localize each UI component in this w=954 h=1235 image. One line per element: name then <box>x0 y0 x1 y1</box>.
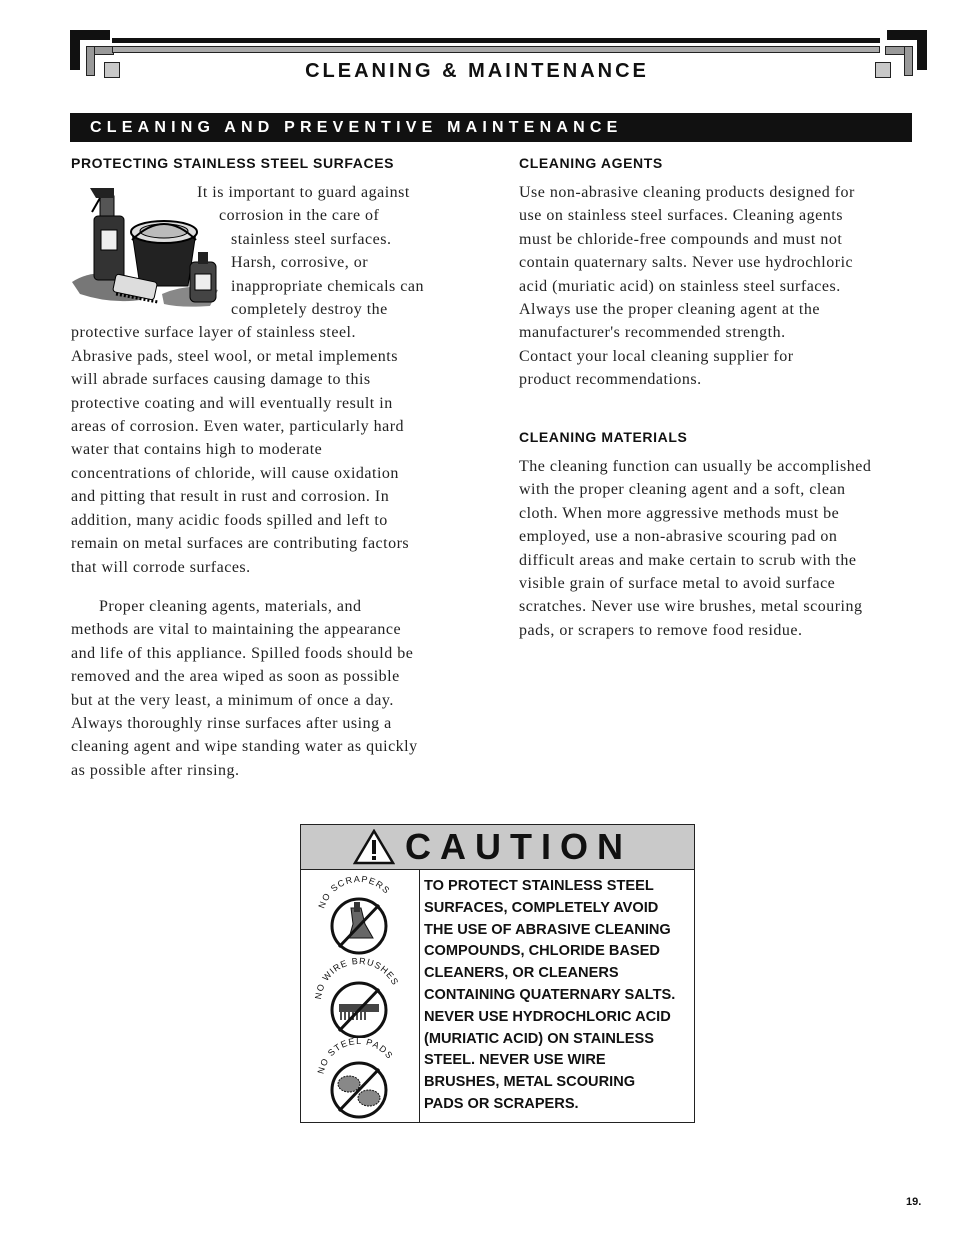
text-line: cloth. When more aggressive methods must be <box>519 504 840 522</box>
no-scrapers-icon <box>313 874 405 956</box>
protecting-body <box>71 181 466 579</box>
caution-line: BRUSHES, METAL SCOURING <box>424 1074 636 1091</box>
text-line: will abrade surfaces causing damage to this <box>71 371 371 389</box>
no-steel-pads-label: NO STEEL PADS <box>315 1036 396 1075</box>
cleaning-agents-body <box>519 181 919 392</box>
text-line: Abrasive pads, steel wool, or metal implements <box>71 347 398 365</box>
text-line: completely destroy the <box>231 301 388 319</box>
caution-line: CONTAINING QUATERNARY SALTS. <box>424 986 676 1003</box>
text-line: must be chloride-free compounds and must not <box>519 230 843 248</box>
caution-text <box>424 876 694 1116</box>
cleaning-materials-heading: CLEANING MATERIALS <box>519 429 688 445</box>
text-line: product recommendations. <box>519 371 702 389</box>
caution-line: (MURIATIC ACID) ON STAINLESS <box>424 1030 654 1047</box>
page-title: CLEANING & MAINTENANCE <box>305 60 649 82</box>
caution-icons <box>301 870 420 1122</box>
page-number: 19. <box>906 1196 922 1208</box>
text-line: protective surface layer of stainless steel. <box>71 324 356 342</box>
text-line: and pitting that result in rust and corrosion. In <box>71 488 390 506</box>
text-line: water that contains high to moderate <box>71 441 323 459</box>
text-line: concentrations of chloride, will cause oxidation <box>71 464 399 482</box>
text-line: and life of this appliance. Spilled foods should be <box>71 644 414 662</box>
caution-title: CAUTION <box>405 826 632 867</box>
caution-line: COMPOUNDS, CHLORIDE BASED <box>424 943 660 960</box>
text-line: corrosion in the care of <box>219 207 380 225</box>
text-line: pads, or scrapers to remove food residue. <box>519 621 803 639</box>
text-line: difficult areas and make certain to scrub with the <box>519 551 857 569</box>
text-line: visible grain of surface metal to avoid surface <box>519 575 836 593</box>
section-title: CLEANING AND PREVENTIVE MAINTENANCE <box>70 113 912 142</box>
text-line: with the proper cleaning agent and a soft, clean <box>519 481 846 499</box>
text-line: The cleaning function can usually be accomplished <box>519 458 872 475</box>
cleaning-agents-heading: CLEANING AGENTS <box>519 155 663 171</box>
text-line: stainless steel surfaces. <box>231 230 392 248</box>
caution-line: THE USE OF ABRASIVE CLEANING <box>424 921 671 938</box>
text-line: remain on metal surfaces are contributing factors <box>71 535 410 553</box>
text-line: It is important to guard against <box>197 184 410 201</box>
caution-header <box>301 825 694 870</box>
no-wire-brushes-label: NO WIRE BRUSHES <box>313 955 401 1000</box>
text-line: Contact your local cleaning supplier for <box>519 347 794 365</box>
text-line: Proper cleaning agents, materials, and <box>99 598 362 615</box>
text-line: areas of corrosion. Even water, particularly hard <box>71 418 405 436</box>
caution-box <box>300 824 695 1123</box>
text-line: Harsh, corrosive, or <box>231 254 369 272</box>
text-line: manufacturer's recommended strength. <box>519 324 786 342</box>
text-line: removed and the area wiped as soon as possible <box>71 668 400 686</box>
cleaning-materials-body <box>519 455 919 642</box>
text-line: Use non-abrasive cleaning products designed for <box>519 184 855 201</box>
text-line: as possible after rinsing. <box>71 761 240 779</box>
text-line: contain quaternary salts. Never use hydrochloric <box>519 254 854 272</box>
text-line: acid (muriatic acid) on stainless steel surfaces. <box>519 277 841 295</box>
text-line: cleaning agent and wipe standing water as quickly <box>71 738 418 756</box>
text-line: but at the very least, a minimum of once a day. <box>71 691 394 709</box>
caution-line: CLEANERS, OR CLEANERS <box>424 965 619 982</box>
caution-line: NEVER USE HYDROCHLORIC ACID <box>424 1008 671 1025</box>
text-line: protective coating and will eventually result in <box>71 394 393 412</box>
caution-line: TO PROTECT STAINLESS STEEL <box>424 878 654 894</box>
header-rule <box>112 38 880 58</box>
caution-line: SURFACES, COMPLETELY AVOID <box>424 899 659 916</box>
no-scrapers-label: NO SCRAPERS <box>316 874 393 910</box>
caution-line: PADS OR SCRAPERS. <box>424 1095 579 1112</box>
text-line: Always use the proper cleaning agent at the <box>519 301 820 319</box>
text-line: Always thoroughly rinse surfaces after using a <box>71 715 392 733</box>
text-line: inappropriate chemicals can <box>231 277 424 295</box>
text-line: use on stainless steel surfaces. Cleaning agents <box>519 207 843 225</box>
warning-triangle-icon <box>353 829 395 865</box>
protecting-heading: PROTECTING STAINLESS STEEL SURFACES <box>71 155 395 171</box>
text-line: scratches. Never use wire brushes, metal scouring <box>519 598 863 616</box>
text-line: addition, many acidic foods spilled and left to <box>71 511 388 529</box>
text-line: that will corrode surfaces. <box>71 558 251 576</box>
no-wire-brushes-icon <box>313 954 405 1038</box>
proper-cleaning-body <box>71 595 466 782</box>
text-line: methods are vital to maintaining the appearance <box>71 621 402 639</box>
caution-line: STEEL. NEVER USE WIRE <box>424 1052 606 1069</box>
no-steel-pads-icon <box>313 1036 405 1120</box>
text-line: employed, use a non-abrasive scouring pad on <box>519 528 838 546</box>
